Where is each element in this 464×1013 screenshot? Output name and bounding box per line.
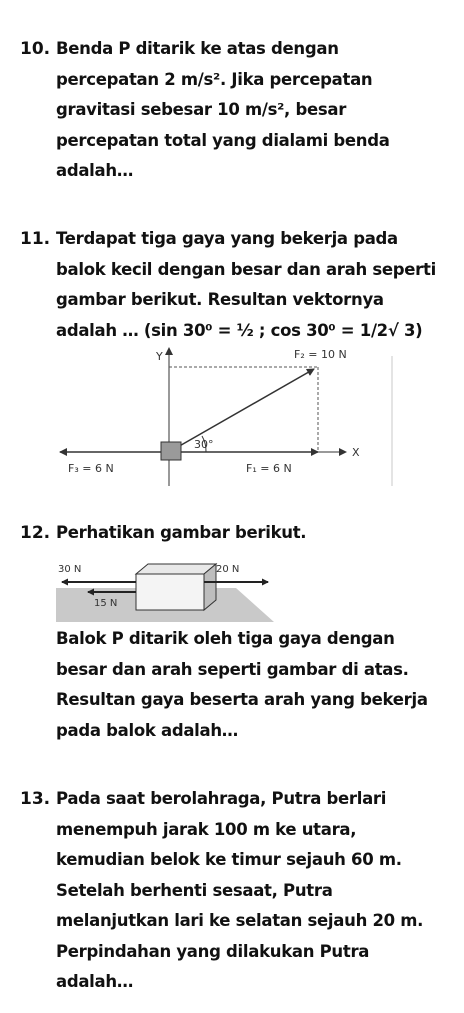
- question-text: [56, 224, 436, 346]
- text-line: besar dan arah seperti gambar di atas.: [56, 659, 409, 679]
- box-top: [136, 564, 216, 574]
- force-vector-diagram: [56, 344, 396, 486]
- question-text: [56, 34, 390, 187]
- text-line: melanjutkan lari ke selatan sejauh 20 m.: [56, 911, 424, 930]
- question-text: [56, 624, 428, 746]
- small-block: [161, 442, 181, 460]
- text-line: Setelah berhenti sesaat, Putra: [56, 880, 333, 900]
- text-line: adalah…: [56, 161, 134, 180]
- text-line: Balok P ditarik oleh tiga gaya dengan: [56, 629, 395, 648]
- text-line: Perhatikan gambar berikut.: [56, 523, 307, 542]
- f2-label: F₂ = 10 N: [294, 348, 347, 361]
- question-number: 11.: [20, 229, 51, 249]
- box-front: [136, 574, 204, 610]
- text-line: gambar berikut. Resultan vektornya: [56, 290, 384, 309]
- x-axis-label: X: [352, 446, 360, 459]
- angle-label: 30°: [194, 438, 214, 451]
- text-line: pada balok adalah…: [56, 720, 239, 740]
- force-20n-label: 20 N: [216, 564, 240, 575]
- text-line: gravitasi sebesar 10 m/s², besar: [56, 100, 347, 119]
- f3-label: F₃ = 6 N: [68, 462, 114, 475]
- text-line: Resultan gaya beserta arah yang bekerja: [56, 690, 428, 709]
- text-line: adalah…: [56, 972, 134, 991]
- f1-label: F₁ = 6 N: [246, 462, 292, 475]
- text-line: Pada saat berolahraga, Putra berlari: [56, 789, 387, 808]
- question-text: [56, 784, 423, 998]
- y-axis-label: Y: [156, 350, 163, 363]
- text-line: Terdapat tiga gaya yang bekerja pada: [56, 229, 398, 248]
- block-force-diagram: [56, 552, 276, 624]
- text-line: percepatan 2 m/s². Jika percepatan: [56, 69, 373, 89]
- text-line: adalah … (sin 30⁰ = ½ ; cos 30⁰ = 1/2√ 3): [56, 320, 423, 340]
- text-line: balok kecil dengan besar dan arah seperti: [56, 259, 436, 279]
- text-line: menempuh jarak 100 m ke utara,: [56, 819, 357, 839]
- force-30n-label: 30 N: [58, 564, 82, 575]
- text-line: percepatan total yang dialami benda: [56, 130, 390, 150]
- text-line: Benda P ditarik ke atas dengan: [56, 39, 339, 58]
- question-number: 10.: [20, 39, 51, 59]
- question-intro: [56, 518, 306, 549]
- question-number: 13.: [20, 789, 51, 809]
- text-line: kemudian belok ke timur sejauh 60 m.: [56, 850, 402, 869]
- text-line: Perpindahan yang dilakukan Putra: [56, 941, 370, 961]
- force-15n-label: 15 N: [94, 598, 118, 609]
- question-number: 12.: [20, 523, 51, 543]
